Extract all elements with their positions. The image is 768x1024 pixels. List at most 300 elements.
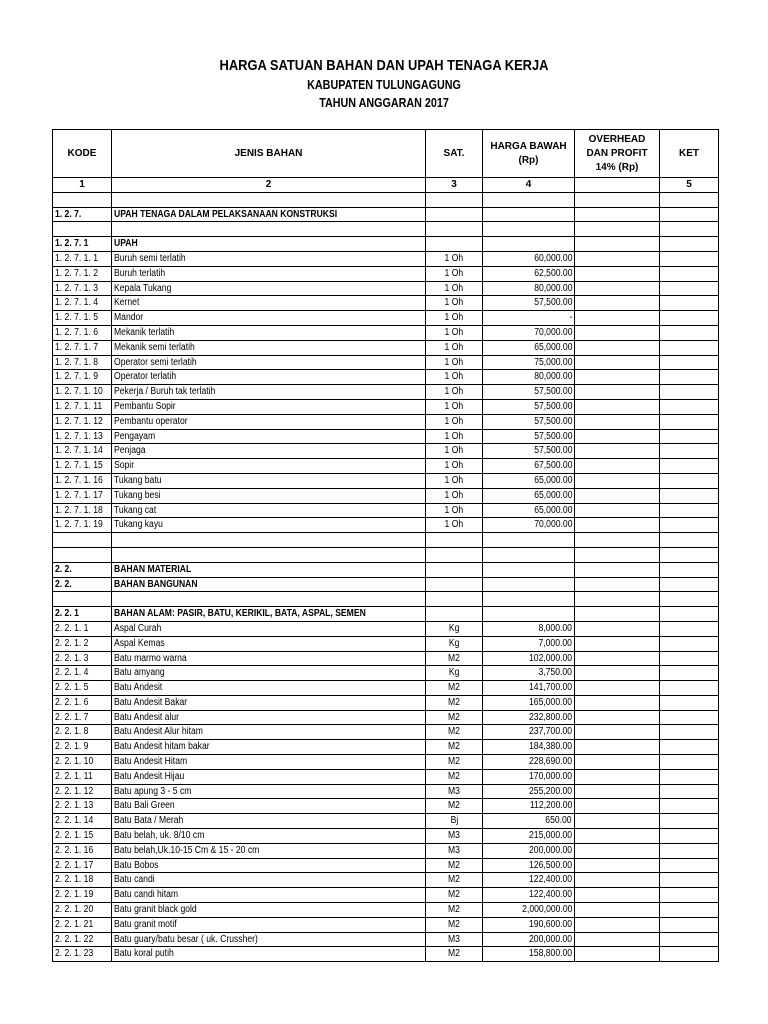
table-row [53,888,719,903]
satuan-cell [426,858,483,873]
table-row [53,385,719,400]
ket-cell [660,518,719,533]
kode-cell-text: 2. 2. [55,578,72,590]
harga-cell [483,399,575,414]
harga-cell [483,473,575,488]
jenis-bahan-cell-text: UPAH TENAGA DALAM PELAKSANAAN KONSTRUKSI [114,208,338,220]
empty-cell [483,547,575,562]
jenis-bahan-cell [112,429,426,444]
overhead-cell [575,710,660,725]
table-row [53,917,719,932]
jenis-bahan-cell [112,488,426,503]
satuan-cell [426,710,483,725]
kode-cell [53,237,112,252]
satuan-cell-text: 1 Oh [444,460,464,472]
satuan-cell [426,266,483,281]
jenis-bahan-cell-text: Batu Andesit Bakar [114,696,188,708]
kode-cell [53,740,112,755]
jenis-bahan-cell-text: Pengayam [114,430,156,442]
jenis-bahan-cell [112,769,426,784]
harga-cell [483,903,575,918]
table-row [53,340,719,355]
harga-cell-text: 158,800.00 [528,948,572,960]
kode-cell-text: 1. 2. 7. 1. 16 [55,474,103,486]
table-row [53,266,719,281]
kode-cell [53,917,112,932]
overhead-cell [575,814,660,829]
jenis-bahan-cell-text: Kernet [114,297,140,309]
satuan-cell [426,429,483,444]
satuan-cell-text: M2 [448,652,460,664]
harga-cell-text: 65,000.00 [533,341,572,353]
overhead-cell [575,695,660,710]
overhead-cell [575,651,660,666]
overhead-cell [575,562,660,577]
empty-cell [575,547,660,562]
jenis-bahan-cell-text: Batu koral putih [114,948,174,960]
kode-cell-text: 2. 2. 1. 16 [55,844,94,856]
harga-cell-text: 237,700.00 [528,726,572,738]
table-row [53,947,719,962]
ket-cell [660,503,719,518]
ket-cell [660,621,719,636]
harga-cell [483,858,575,873]
overhead-cell [575,370,660,385]
jenis-bahan-cell-text: Batu Andesit Hijau [114,770,185,782]
column-number: 1 [53,178,112,193]
satuan-cell [426,281,483,296]
empty-cell [483,592,575,607]
satuan-cell [426,340,483,355]
ket-cell [660,636,719,651]
ket-cell [660,888,719,903]
harga-cell-text: 65,000.00 [533,504,572,516]
empty-cell [112,533,426,548]
kode-cell-text: 1. 2. 7. 1. 19 [55,519,103,531]
table-row [53,621,719,636]
ket-cell [660,740,719,755]
satuan-cell [426,473,483,488]
overhead-cell [575,444,660,459]
satuan-cell-text: M3 [448,785,460,797]
kode-cell [53,444,112,459]
ket-cell [660,340,719,355]
overhead-cell [575,488,660,503]
jenis-bahan-cell-text: Batu Bali Green [114,800,175,812]
jenis-bahan-cell-text: UPAH [114,238,138,250]
empty-cell [426,547,483,562]
harga-cell-text: 2,000,000.00 [521,904,572,916]
kode-cell [53,488,112,503]
kode-cell [53,755,112,770]
kode-cell [53,695,112,710]
kode-cell [53,251,112,266]
table-row [53,903,719,918]
satuan-cell [426,251,483,266]
kode-cell [53,947,112,962]
overhead-cell [575,607,660,622]
table-row [53,814,719,829]
table-row [53,666,719,681]
satuan-cell [426,636,483,651]
kode-cell-text: 1. 2. 7. 1. 8 [55,356,99,368]
harga-cell [483,695,575,710]
satuan-cell [426,814,483,829]
satuan-cell-text: 1 Oh [444,341,464,353]
section-row [53,562,719,577]
harga-cell [483,281,575,296]
table-row [53,843,719,858]
harga-cell-text: 57,500.00 [533,415,572,427]
overhead-cell [575,251,660,266]
table-row [53,784,719,799]
table-row [53,311,719,326]
satuan-cell-text: 1 Oh [444,400,464,412]
overhead-cell [575,355,660,370]
overhead-cell [575,829,660,844]
overhead-cell [575,725,660,740]
ket-cell [660,873,719,888]
harga-cell [483,607,575,622]
jenis-bahan-cell-text: Buruh semi terlatih [114,252,186,264]
kode-cell-text: 1. 2. 7. 1. 2 [55,267,99,279]
table-row [53,459,719,474]
empty-cell [426,592,483,607]
jenis-bahan-cell [112,636,426,651]
harga-cell-text: 57,500.00 [533,386,572,398]
satuan-cell-text: 1 Oh [444,386,464,398]
harga-cell [483,340,575,355]
jenis-bahan-cell [112,858,426,873]
empty-cell [53,222,112,237]
overhead-cell [575,917,660,932]
harga-cell [483,681,575,696]
empty-cell [53,592,112,607]
empty-cell [112,222,426,237]
kode-cell [53,281,112,296]
table-row [53,740,719,755]
satuan-cell-text: M2 [448,741,460,753]
kode-cell-text: 1. 2. 7. [55,208,82,220]
overhead-cell [575,207,660,222]
harga-cell-text: 200,000.00 [528,844,572,856]
satuan-cell-text: 1 Oh [444,371,464,383]
kode-cell-text: 2. 2. 1. 2 [55,637,89,649]
harga-cell-text: 57,500.00 [533,445,572,457]
kode-cell-text: 1. 2. 7. 1. 4 [55,297,99,309]
header-satuan: SAT. [426,130,483,178]
empty-cell [112,192,426,207]
harga-cell-text: 80,000.00 [533,282,572,294]
harga-cell-text: 255,200.00 [528,785,572,797]
section-row [53,577,719,592]
kode-cell-text: 1. 2. 7. 1 [55,238,89,250]
harga-cell [483,947,575,962]
satuan-cell [426,207,483,222]
kode-cell-text: 2. 2. 1. 12 [55,785,94,797]
kode-cell [53,370,112,385]
jenis-bahan-cell [112,518,426,533]
harga-cell [483,740,575,755]
harga-cell [483,769,575,784]
harga-cell [483,518,575,533]
overhead-cell [575,429,660,444]
harga-cell [483,577,575,592]
satuan-cell [426,651,483,666]
harga-cell [483,355,575,370]
satuan-cell-text: 1 Oh [444,326,464,338]
empty-cell [575,222,660,237]
jenis-bahan-cell-text: Kepala Tukang [114,282,172,294]
jenis-bahan-cell-text: BAHAN ALAM: PASIR, BATU, KERIKIL, BATA, ASPAL, SEMEN [114,608,366,620]
jenis-bahan-cell [112,266,426,281]
ket-cell [660,903,719,918]
satuan-cell-text: M3 [448,830,460,842]
kode-cell [53,266,112,281]
satuan-cell [426,311,483,326]
satuan-cell-text: Bj [450,815,458,827]
harga-cell [483,755,575,770]
jenis-bahan-cell [112,473,426,488]
empty-cell [575,592,660,607]
satuan-cell [426,459,483,474]
kode-cell-text: 1. 2. 7. 1. 18 [55,504,103,516]
table-row [53,355,719,370]
satuan-cell [426,488,483,503]
jenis-bahan-cell [112,917,426,932]
table-row [53,518,719,533]
empty-cell [426,222,483,237]
kode-cell [53,621,112,636]
satuan-cell [426,947,483,962]
satuan-cell [426,843,483,858]
kode-cell-text: 2. 2. 1. 23 [55,948,94,960]
kode-cell [53,355,112,370]
satuan-cell-text: M2 [448,948,460,960]
empty-cell [483,192,575,207]
jenis-bahan-cell [112,695,426,710]
satuan-cell [426,562,483,577]
kode-cell-text: 2. 2. 1. 3 [55,652,89,664]
overhead-cell [575,399,660,414]
ket-cell [660,695,719,710]
harga-cell [483,311,575,326]
jenis-bahan-cell [112,207,426,222]
jenis-bahan-cell [112,340,426,355]
kode-cell [53,858,112,873]
jenis-bahan-cell [112,577,426,592]
jenis-bahan-cell [112,843,426,858]
kode-cell-text: 2. 2. 1. 17 [55,859,94,871]
harga-cell-text: 60,000.00 [533,252,572,264]
harga-cell [483,370,575,385]
table-row [53,681,719,696]
kode-cell-text: 2. 2. 1. 5 [55,682,89,694]
satuan-cell [426,355,483,370]
jenis-bahan-cell-text: Tukang kayu [114,519,163,531]
harga-cell [483,251,575,266]
column-number-row [53,178,719,193]
kode-cell-text: 2. 2. 1. 7 [55,711,89,723]
jenis-bahan-cell [112,903,426,918]
harga-cell-text: 70,000.00 [533,519,572,531]
kode-cell [53,503,112,518]
overhead-cell [575,769,660,784]
satuan-cell-text: 1 Oh [444,252,464,264]
jenis-bahan-cell [112,651,426,666]
jenis-bahan-cell-text: Mekanik terlatih [114,326,175,338]
kode-cell-text: 1. 2. 7. 1. 6 [55,326,99,338]
empty-cell [483,533,575,548]
overhead-cell [575,340,660,355]
satuan-cell-text: M2 [448,904,460,916]
document-subtitle-year: TAHUN ANGGARAN 2017 [319,96,449,110]
ket-cell [660,459,719,474]
table-row [53,281,719,296]
kode-cell-text: 2. 2. 1. 10 [55,756,94,768]
overhead-cell [575,473,660,488]
empty-cell [660,547,719,562]
jenis-bahan-cell-text: Penjaga [114,445,146,457]
harga-cell [483,237,575,252]
kode-cell-text: 2. 2. 1. 4 [55,667,89,679]
empty-cell [660,592,719,607]
jenis-bahan-cell [112,444,426,459]
overhead-cell [575,503,660,518]
satuan-cell-text: M2 [448,726,460,738]
satuan-cell-text: M2 [448,756,460,768]
jenis-bahan-cell-text: Batu candi hitam [114,889,179,901]
satuan-cell [426,769,483,784]
kode-cell [53,562,112,577]
satuan-cell-text: M2 [448,889,460,901]
ket-cell [660,237,719,252]
satuan-cell [426,577,483,592]
harga-cell-text: 650.00 [545,815,572,827]
satuan-cell [426,755,483,770]
satuan-cell [426,829,483,844]
jenis-bahan-cell [112,947,426,962]
overhead-cell [575,621,660,636]
satuan-cell [426,518,483,533]
empty-cell [483,222,575,237]
column-number: 5 [660,178,719,193]
satuan-cell-text: Kg [448,667,460,679]
harga-cell [483,488,575,503]
jenis-bahan-cell [112,296,426,311]
table-row [53,829,719,844]
ket-cell [660,607,719,622]
satuan-cell [426,607,483,622]
kode-cell [53,518,112,533]
satuan-cell-text: 1 Oh [444,282,464,294]
overhead-cell [575,681,660,696]
jenis-bahan-cell [112,784,426,799]
kode-cell-text: 1. 2. 7. 1. 3 [55,282,99,294]
jenis-bahan-cell-text: Sopir [114,460,135,472]
document-title-block [0,56,768,112]
jenis-bahan-cell [112,503,426,518]
jenis-bahan-cell [112,459,426,474]
harga-cell [483,562,575,577]
blank-row [53,592,719,607]
kode-cell [53,385,112,400]
jenis-bahan-cell-text: Batu guary/batu besar ( uk. Crussher) [114,933,258,945]
ket-cell [660,355,719,370]
jenis-bahan-cell-text: Operator terlatih [114,371,177,383]
column-number: 3 [426,178,483,193]
kode-cell [53,311,112,326]
ket-cell [660,296,719,311]
satuan-cell-text: 1 Oh [444,430,464,442]
jenis-bahan-cell [112,681,426,696]
jenis-bahan-cell-text: Batu amyang [114,667,165,679]
kode-cell-text: 2. 2. 1. 22 [55,933,94,945]
jenis-bahan-cell-text: Buruh terlatih [114,267,166,279]
overhead-cell [575,799,660,814]
kode-cell [53,799,112,814]
satuan-cell-text: 1 Oh [444,519,464,531]
overhead-cell [575,325,660,340]
harga-cell [483,666,575,681]
jenis-bahan-cell-text: Operator semi terlatih [114,356,197,368]
blank-row [53,533,719,548]
harga-cell-text: 57,500.00 [533,400,572,412]
kode-cell [53,814,112,829]
harga-cell-text: 122,400.00 [528,889,572,901]
satuan-cell-text: 1 Oh [444,474,464,486]
empty-cell [575,533,660,548]
satuan-cell [426,370,483,385]
table-row [53,444,719,459]
kode-cell [53,429,112,444]
harga-cell-text: 80,000.00 [533,371,572,383]
table-row [53,858,719,873]
overhead-cell [575,888,660,903]
ket-cell [660,843,719,858]
satuan-cell [426,873,483,888]
jenis-bahan-cell [112,237,426,252]
ket-cell [660,858,719,873]
kode-cell-text: 1. 2. 7. 1. 9 [55,371,99,383]
table-row [53,370,719,385]
harga-cell-text: 102,000.00 [528,652,572,664]
satuan-cell [426,296,483,311]
harga-cell [483,444,575,459]
ket-cell [660,784,719,799]
ket-cell [660,488,719,503]
overhead-cell [575,932,660,947]
jenis-bahan-cell-text: BAHAN BANGUNAN [114,578,198,590]
kode-cell-text: 1. 2. 7. 1. 13 [55,430,103,442]
ket-cell [660,799,719,814]
harga-cell [483,325,575,340]
kode-cell-text: 2. 2. 1. 1 [55,622,89,634]
jenis-bahan-cell [112,355,426,370]
satuan-cell-text: 1 Oh [444,267,464,279]
overhead-cell [575,858,660,873]
table-row [53,932,719,947]
kode-cell [53,725,112,740]
jenis-bahan-cell-text: Batu belah, uk. 8/10 cm [114,830,205,842]
jenis-bahan-cell-text: Aspal Kemas [114,637,165,649]
harga-cell [483,843,575,858]
kode-cell-text: 1. 2. 7. 1. 15 [55,460,103,472]
satuan-cell-text: M2 [448,682,460,694]
kode-cell [53,325,112,340]
jenis-bahan-cell [112,725,426,740]
jenis-bahan-cell-text: Tukang batu [114,474,162,486]
